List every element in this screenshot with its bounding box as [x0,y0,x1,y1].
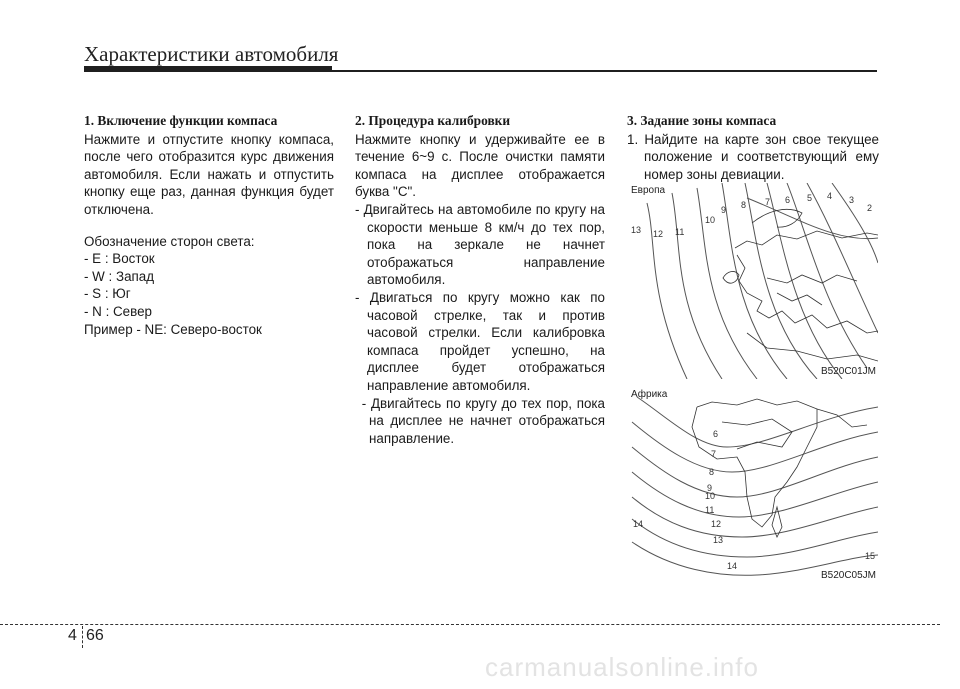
direction-north: - N : Север [84,303,152,319]
svg-text:7: 7 [765,197,771,207]
svg-text:9: 9 [721,205,727,215]
svg-text:12: 12 [711,519,722,529]
figure-code: B520C05JM [820,570,876,581]
direction-west: - W : Запад [84,268,155,284]
svg-text:2: 2 [867,203,873,213]
svg-text:8: 8 [741,200,747,210]
page-number-separator [82,626,83,648]
svg-text:11: 11 [705,505,715,515]
svg-text:3: 3 [849,195,855,205]
svg-text:10: 10 [705,215,716,225]
africa-zone-map [627,387,878,583]
header-rule [84,70,877,72]
watermark: carmanualsonline.info [485,652,759,682]
column-compass-zone [627,112,879,183]
svg-text:6: 6 [713,429,719,439]
europe-zone-map [627,183,878,379]
svg-text:7: 7 [711,449,717,459]
chapter-number: 4 [68,627,77,644]
map-region-label: Африка [631,389,668,400]
directions-title: Обозначение сторон света: [84,233,255,249]
compass-on-paragraph: Нажмите и отпустите кнопку компаса, после чего отобразится курс движения автомобиля. Если нажать и отпустить кнопку еще раз, данная функция будет отключена. [84,131,334,217]
section-heading-calibration: 2. Процедура калибровки [355,113,511,128]
africa-map-illustration [627,387,878,583]
svg-text:12: 12 [653,229,664,239]
direction-east: - E : Восток [84,251,155,267]
svg-text:11: 11 [675,227,685,237]
map-region-label: Европа [631,185,666,196]
svg-text:13: 13 [713,535,724,545]
section-heading-compass-on: 1. Включение функции компаса [84,113,278,128]
page-header-title: Характеристики автомобиля [84,42,339,66]
column-compass-function [84,112,334,338]
section-heading-zone: 3. Задание зоны компаса [627,113,777,128]
zone-step: 1. Найдите на карте зон свое текущее положение и соответствующий ему номер зоны девиации. [627,131,879,182]
direction-south: - S : Юг [84,286,131,302]
svg-text:5: 5 [807,193,813,203]
svg-text:9: 9 [707,483,713,493]
calibration-paragraph: Нажмите кнопку и удерживайте ее в течение 6~9 с. После очистки памяти компаса на дисплее отображается буква "C". [355,131,605,200]
svg-text:4: 4 [827,191,833,201]
svg-text:8: 8 [709,467,715,477]
calibration-step: - Двигайтесь на автомобиле по кругу на скорости меньше 8 км/ч до тех пор, пока на зеркале не начнет отображаться направление автомобиля. [355,201,605,288]
page-number: 66 [86,627,104,644]
svg-text:14: 14 [633,519,644,529]
svg-text:6: 6 [785,195,791,205]
direction-example: Пример - NE: Северо-восток [84,321,262,337]
calibration-step: - Двигаться по кругу можно как по часовой стрелке, так и против часовой стрелки. Если калибровка компаса пройдет успешно, на дисплее будет отображаться направление автомобиля. [355,289,605,393]
calibration-step: - Двигайтесь по кругу до тех пор, пока на дисплее не начнет отображаться направление. [357,395,605,446]
svg-text:15: 15 [865,551,876,561]
footer-rule [0,624,940,625]
svg-text:14: 14 [727,561,738,571]
figure-code: B520C01JM [820,366,876,377]
svg-text:13: 13 [631,225,642,235]
column-calibration [355,112,605,447]
europe-map-illustration [627,183,878,379]
svg-text:10: 10 [705,491,716,501]
